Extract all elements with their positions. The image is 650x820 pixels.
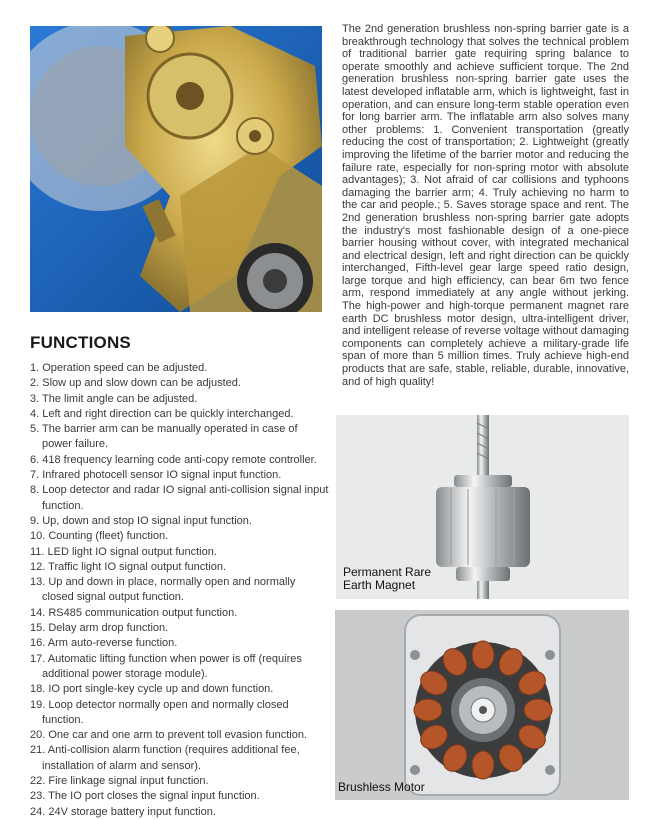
function-item: 8. Loop detector and radar IO signal anti-collision signal input function. (30, 484, 329, 512)
function-item: 10. Counting (fleet) function. (30, 530, 169, 543)
function-item: 20. One car and one arm to prevent toll evasion function. (30, 729, 307, 742)
function-item: 4. Left and right direction can be quickly interchanged. (30, 407, 294, 420)
function-item: 18. IO port single-key cycle up and down function. (30, 683, 274, 696)
function-item: 16. Arm auto-reverse function. (30, 637, 178, 650)
magnet-caption: Permanent Rare Earth Magnet (343, 565, 432, 592)
function-item: 22. Fire linkage signal input function. (30, 775, 209, 788)
function-item: 6. 418 frequency learning code anti-copy remote controller. (30, 453, 317, 466)
function-item: 3. The limit angle can be adjusted. (30, 392, 198, 405)
function-item: 19. Loop detector normally open and normally closed function. (30, 698, 289, 726)
function-item: 12. Traffic light IO signal output function. (30, 560, 227, 573)
functions-list (30, 361, 330, 820)
brushless-motor-photo (335, 610, 629, 800)
function-item: 17. Automatic lifting function when power is off (requires additional power storage module). (30, 652, 302, 680)
gear-linkage-photo (30, 26, 322, 312)
function-item: 11. LED light IO signal output function. (30, 545, 217, 558)
function-item: 2. Slow up and slow down can be adjusted. (30, 377, 241, 390)
function-item: 13. Up and down in place, normally open and normally closed signal output function. (30, 576, 296, 604)
function-item: 21. Anti-collision alarm function (requires additional fee, installation of alarm and sensor). (30, 744, 300, 772)
function-item: 23. The IO port closes the signal input function. (30, 790, 260, 803)
function-item: 5. The barrier arm can be manually operated in case of power failure. (30, 423, 298, 451)
function-item: 24. 24V storage battery input function. (30, 805, 216, 818)
functions-heading: FUNCTIONS (30, 333, 131, 352)
function-item: 14. RS485 communication output function. (30, 606, 238, 619)
function-item: 7. Infrared photocell sensor IO signal input function. (30, 469, 282, 482)
function-item: 9. Up, down and stop IO signal input function. (30, 514, 252, 527)
function-item: 1. Operation speed can be adjusted. (30, 362, 208, 374)
motor-caption: Brushless Motor (338, 780, 425, 794)
function-item: 15. Delay arm drop function. (30, 622, 169, 635)
intro-paragraph: The 2nd generation brushless non-spring barrier gate is a breakthrough technology that solves the technical problem of traditional barrier gate requiring spring balance to operate smoothly and achieve sufficient torque. The 2nd generation brushless non-spring barrier gate uses the latest developed inflatable arm, which is lightweight, fast in operation, and can ensure long-term stable operation even for long barrier arm. The inflatable arm also solves many other problems: 1. Convenient transportation (greatly reducing the cost of transportation; 2. Lightweight (greatly improving the lifetime of the barrier motor and reducing the failure rate, especially for non-spring motor with absolute advantages); 3. Not afraid of car collisions and typhoons damaging the barrier arm; 4. Truly achieving no harm to the car and people.; 5. Saves storage space and rent. The 2nd generation brushless non-spring barrier gate adopts the industry's most fashionable design of a one-piece barrier housing without cover, with integrated mechanical and electrical design, left and right direction can be quickly interchanged, Fifth-level gear large speed ratio design, large torque and high efficiency, can bear 6m two fence arm, respond immediately at any angle without jerking. The high-power and high-torque permanent magnet rare earth DC brushless motor design, ultra-intelligent driver, and intelligent release of reverse voltage without damaging components can completely achieve a military-grade life span of more than 5 million times. Truly achieve high-end products that are safe, stable, reliable, durable, innovative, and of high quality! (342, 23, 629, 388)
